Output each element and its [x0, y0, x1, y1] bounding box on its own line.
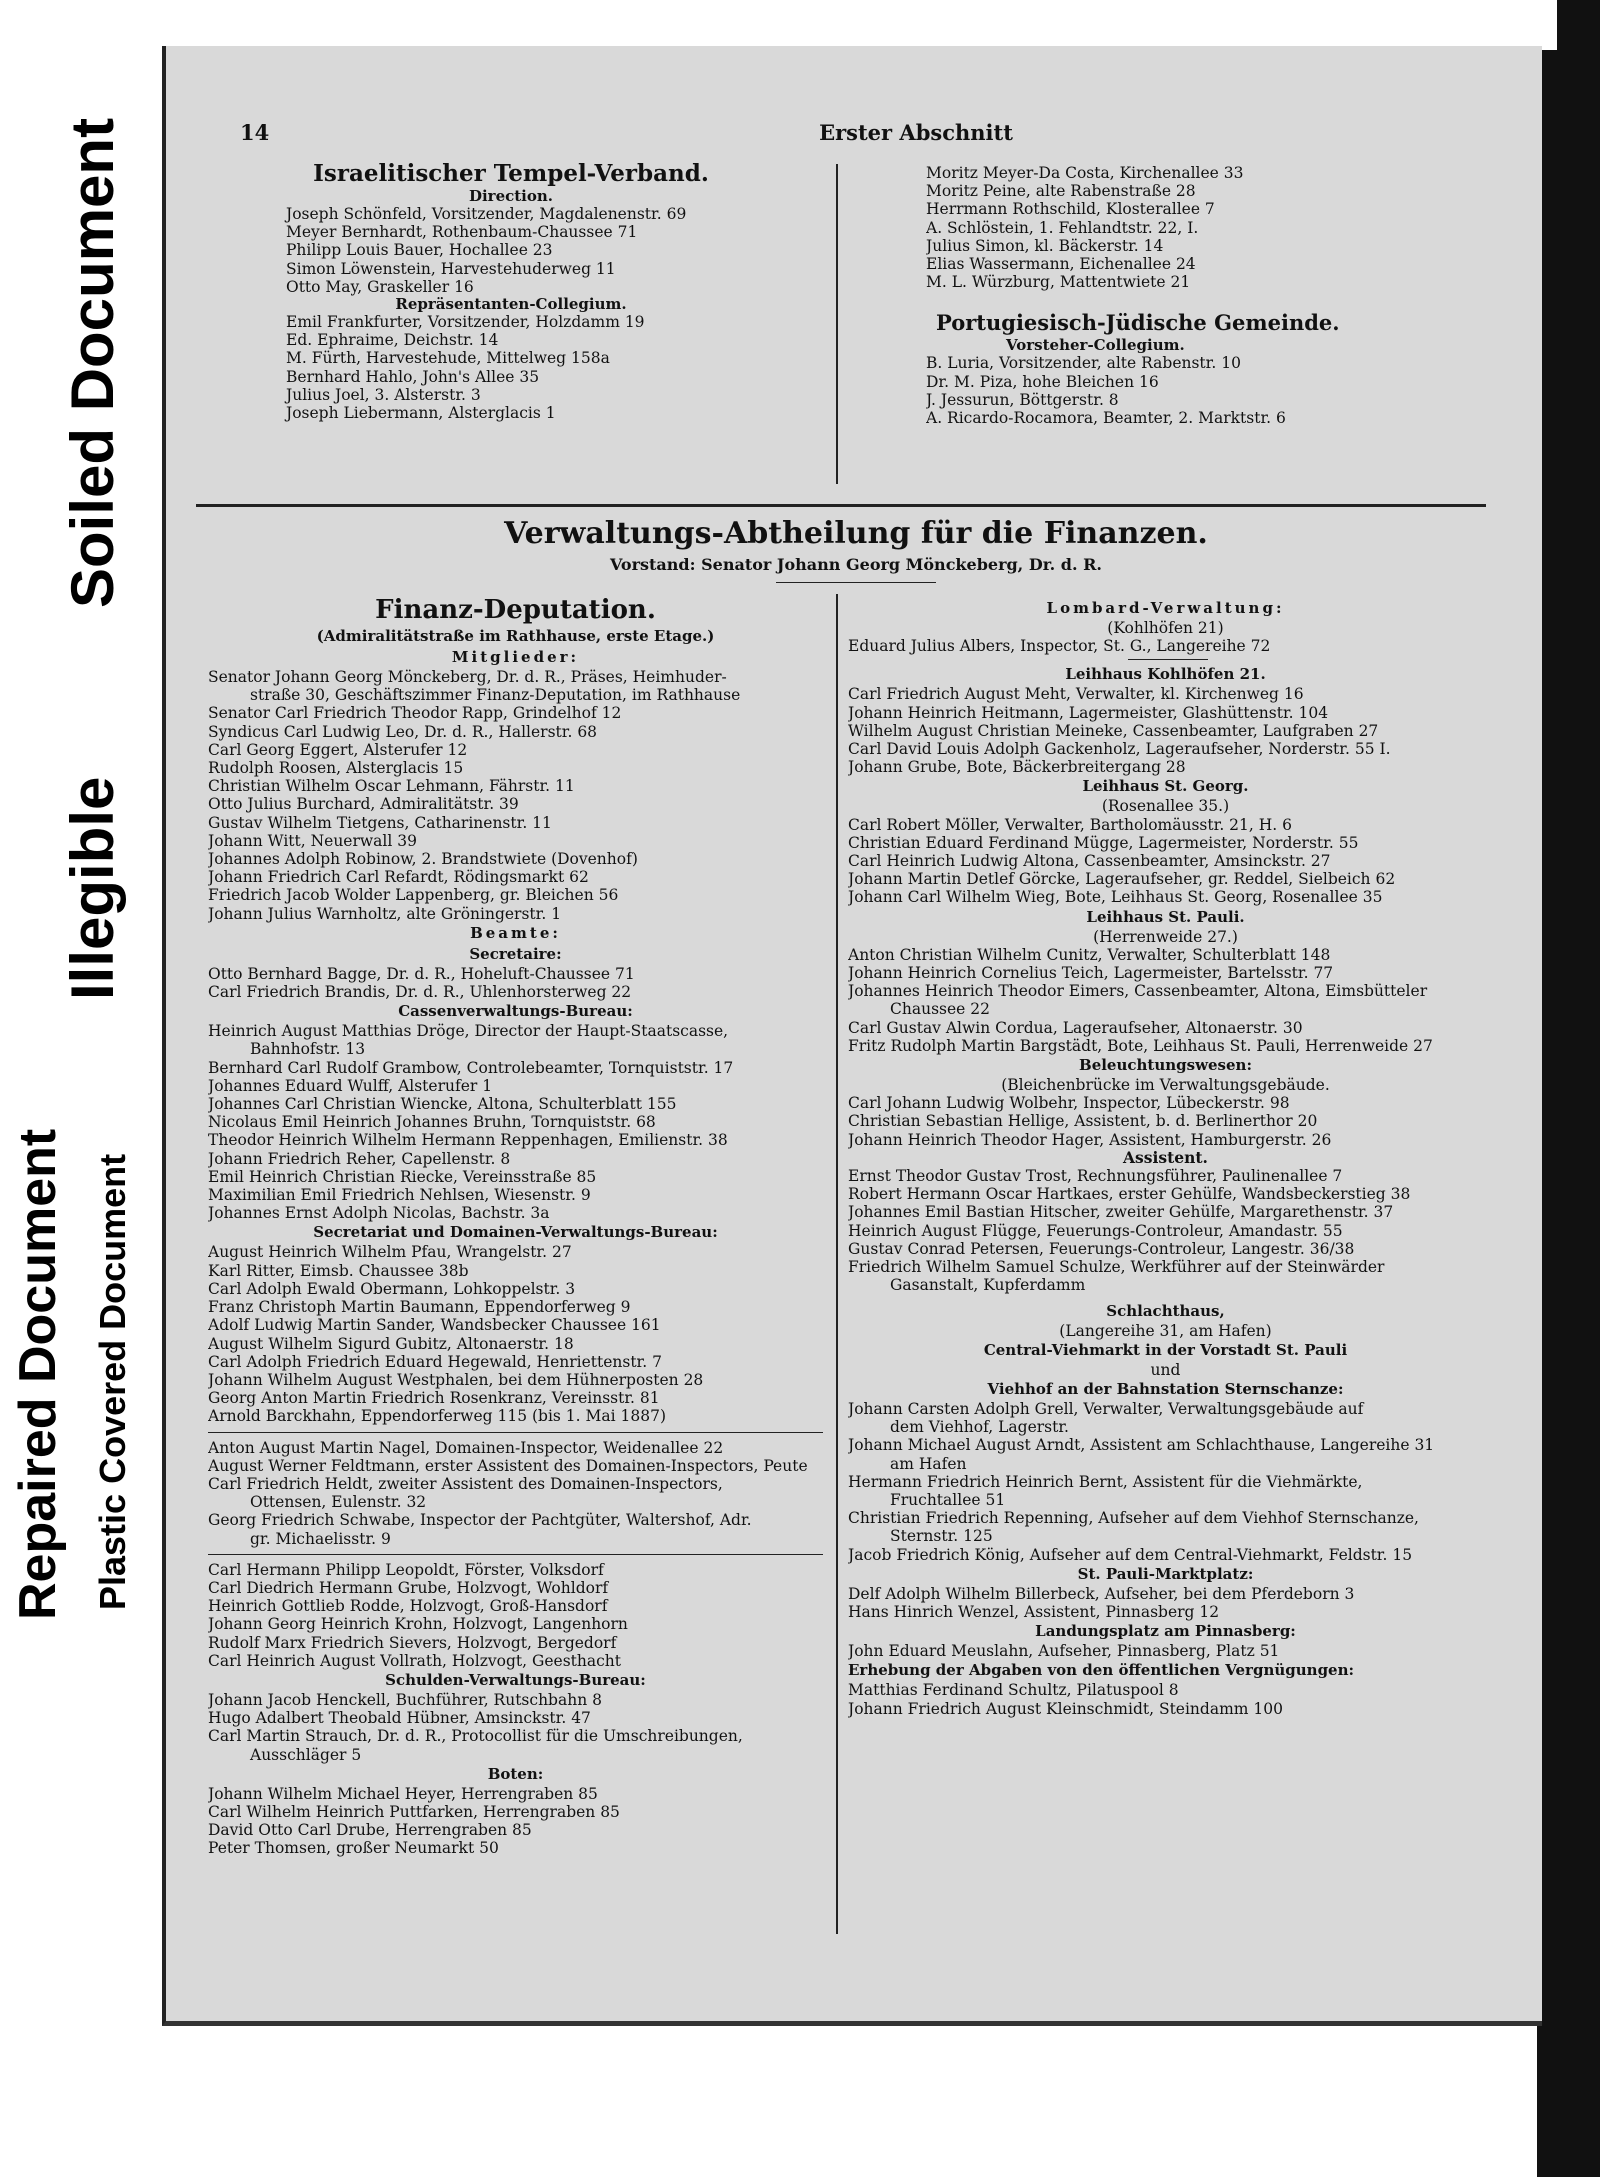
entry-line: Johannes Ernst Adolph Nicolas, Bachstr. 3a — [208, 1204, 550, 1223]
entry-line: Arnold Barckhahn, Eppendorferweg 115 (bis 1. Mai 1887) — [208, 1407, 666, 1426]
beleuchtung-list — [848, 1094, 1483, 1149]
entry-line: straße 30, Geschäftszimmer Finanz-Deputation, im Rathhause — [250, 686, 741, 705]
leihhaus-st-georg-heading: Leihhaus St. Georg. — [1082, 777, 1249, 796]
entry-line: Carl Heinrich Ludwig Altona, Cassenbeamter, Amsinckstr. 27 — [848, 852, 1331, 871]
entry-line: Ed. Ephraime, Deichstr. 14 — [286, 331, 499, 350]
entry-line: Christian Eduard Ferdinand Mügge, Lagermeister, Norderstr. 55 — [848, 833, 1359, 852]
landungsplatz-list — [848, 1642, 1483, 1660]
entry-line: Carl Robert Möller, Verwalter, Bartholomäusstr. 21, H. 6 — [848, 815, 1292, 834]
entry-line: Theodor Heinrich Wilhelm Hermann Reppenhagen, Emilienstr. 38 — [208, 1131, 728, 1150]
entry-line: Johann Carsten Adolph Grell, Verwalter, Verwaltungsgebäude auf — [848, 1399, 1364, 1418]
entry-line: gr. Michaelisstr. 9 — [250, 1529, 391, 1548]
forst-separator — [208, 1554, 823, 1555]
entry-line: Johann Michael August Arndt, Assistent am Schlachthause, Langereihe 31 — [848, 1436, 1435, 1455]
entry-line: John Eduard Meuslahn, Aufseher, Pinnasberg, Platz 51 — [848, 1642, 1280, 1661]
entry-line: Christian Sebastian Hellige, Assistent, b. d. Berlinerthor 20 — [848, 1112, 1318, 1131]
entry-line: Johann Georg Heinrich Krohn, Holzvogt, Langenhorn — [208, 1615, 628, 1634]
entry-line: Syndicus Carl Ludwig Leo, Dr. d. R., Hallerstr. 68 — [208, 722, 598, 741]
entry-line: Bahnhofstr. 13 — [250, 1040, 366, 1059]
entry-line: Georg Friedrich Schwabe, Inspector der Pachtgüter, Waltershof, Adr. — [208, 1511, 752, 1530]
entry-line: Johann Julius Warnholtz, alte Gröningerstr. 1 — [208, 904, 562, 923]
entry-line: Johann Friedrich August Kleinschmidt, Steindamm 100 — [848, 1699, 1283, 1718]
entry-line: Johann Witt, Neuerwall 39 — [208, 831, 417, 850]
entry-line: Johann Heinrich Cornelius Teich, Lagermeister, Bartelsstr. 77 — [848, 964, 1334, 983]
entry-line: Rudolf Marx Friedrich Sievers, Holzvogt, Bergedorf — [208, 1633, 617, 1652]
entry-line: Philipp Louis Bauer, Hochallee 23 — [286, 241, 553, 260]
entry-line: Carl Martin Strauch, Dr. d. R., Protocollist für die Umschreibungen, — [208, 1727, 743, 1746]
entry-line: Otto Bernhard Bagge, Dr. d. R., Hoheluft-Chaussee 71 — [208, 964, 635, 983]
entry-line: Christian Friedrich Repenning, Aufseher auf dem Viehhof Sternschanze, — [848, 1509, 1419, 1528]
domainen2-list — [208, 1439, 823, 1548]
entry-line: J. Jessurun, Böttgerstr. 8 — [926, 390, 1119, 409]
domainen-list — [208, 1243, 823, 1425]
entry-line: Carl Friedrich Brandis, Dr. d. R., Uhlenhorsterweg 22 — [208, 983, 632, 1002]
entry-line: A. Ricardo-Rocamora, Beamter, 2. Marktstr. 6 — [926, 409, 1286, 428]
entry-line: Moritz Meyer-Da Costa, Kirchenallee 33 — [926, 164, 1244, 182]
entry-line: Matthias Ferdinand Schultz, Pilatuspool 8 — [848, 1681, 1179, 1700]
lombard-address: (Kohlhöfen 21) — [1107, 619, 1224, 637]
entry-line: Adolf Ludwig Martin Sander, Wandsbecker Chaussee 161 — [208, 1316, 661, 1335]
entry-line: Fruchtallee 51 — [890, 1490, 1006, 1509]
entry-line: Julius Joel, 3. Alsterstr. 3 — [286, 385, 481, 404]
entry-line: Ottensen, Eulenstr. 32 — [250, 1493, 427, 1512]
entry-line: A. Schlöstein, 1. Fehlandtstr. 22, I. — [926, 218, 1199, 237]
entry-line: M. Fürth, Harvestehude, Mittelweg 158a — [286, 349, 610, 368]
entry-line: Carl Georg Eggert, Alsterufer 12 — [208, 740, 468, 759]
left-column — [208, 594, 823, 1858]
finanz-deputation-title: Finanz-Deputation. — [375, 595, 656, 625]
entry-line: Carl Diedrich Hermann Grube, Holzvogt, Wohldorf — [208, 1578, 609, 1597]
entry-line: Johannes Carl Christian Wiencke, Altona, Schulterblatt 155 — [208, 1095, 677, 1114]
entry-line: Anton August Martin Nagel, Domainen-Inspector, Weidenallee 22 — [208, 1438, 724, 1457]
entry-line: August Wilhelm Sigurd Gubitz, Altonaerstr. 18 — [208, 1334, 574, 1353]
tempel-collegium-continued — [926, 164, 1526, 427]
entry-line: Johann Wilhelm Michael Heyer, Herrengraben 85 — [208, 1784, 598, 1803]
entry-line: Hans Hinrich Wenzel, Assistent, Pinnasberg 12 — [848, 1602, 1220, 1621]
viehhof-heading: Viehhof an der Bahnstation Sternschanze: — [987, 1379, 1344, 1398]
domainen-heading: Secretariat und Domainen-Verwaltungs-Bureau: — [313, 1223, 718, 1242]
tempel-direction-list — [206, 205, 816, 296]
marktplatz-list — [848, 1585, 1483, 1621]
entry-line: Heinrich Gottlieb Rodde, Holzvogt, Groß-Hansdorf — [208, 1597, 608, 1616]
entry-line: Johann Jacob Henckell, Buchführer, Rutschbahn 8 — [208, 1690, 602, 1709]
viehhof-list — [848, 1400, 1483, 1564]
entry-line: Heinrich August Flügge, Feuerungs-Controleur, Amandastr. 55 — [848, 1221, 1343, 1240]
leihhaus-kohlhoefen-heading: Leihhaus Kohlhöfen 21. — [1065, 665, 1266, 684]
entry-line: Otto May, Graskeller 16 — [286, 277, 474, 296]
domainen-separator — [208, 1432, 823, 1433]
entry-line: Sternstr. 125 — [890, 1527, 993, 1546]
entry-line: August Werner Feldtmann, erster Assistent des Domainen-Inspectors, Peute — [208, 1456, 808, 1475]
entry-line: Johann Friedrich Reher, Capellenstr. 8 — [208, 1149, 511, 1168]
entry-line: Johannes Eduard Wulff, Alsterufer 1 — [208, 1076, 493, 1095]
entry-line: Ausschläger 5 — [250, 1745, 362, 1764]
entry-line: Johann Wilhelm August Westphalen, bei dem Hühnerposten 28 — [208, 1370, 704, 1389]
entry-line: Johannes Emil Bastian Hitscher, zweiter Gehülfe, Margarethenstr. 37 — [848, 1203, 1394, 1222]
entry-line: dem Viehhof, Lagerstr. — [890, 1418, 1069, 1437]
marktplatz-heading: St. Pauli-Marktplatz: — [1077, 1564, 1254, 1583]
entry-line: Carl Adolph Ewald Obermann, Lohkoppelstr. 3 — [208, 1279, 576, 1298]
entry-line: Carl Hermann Philipp Leopoldt, Förster, Volksdorf — [208, 1560, 604, 1579]
entry-line: B. Luria, Vorsitzender, alte Rabenstr. 10 — [926, 354, 1241, 373]
page-edge-notch — [1537, 0, 1557, 50]
leihhaus-st-georg-address: (Rosenallee 35.) — [1101, 797, 1230, 816]
tempel-direction-heading: Direction. — [468, 187, 554, 205]
cassen-heading: Cassenverwaltungs-Bureau: — [398, 1002, 633, 1021]
entry-line: Hermann Friedrich Heinrich Bernt, Assistent für die Viehmärkte, — [848, 1472, 1363, 1491]
tempel-section — [206, 160, 816, 422]
entry-line: Rudolph Roosen, Alsterglacis 15 — [208, 759, 464, 778]
assistent-list — [848, 1167, 1483, 1294]
entry-line: Carl Gustav Alwin Cordua, Lageraufseher, Altonaerstr. 30 — [848, 1018, 1303, 1037]
entry-line: Meyer Bernhardt, Rothenbaum-Chaussee 71 — [286, 223, 638, 242]
entry-line: Gustav Conrad Petersen, Feuerungs-Controleur, Langestr. 36/38 — [848, 1239, 1355, 1258]
running-head: Erster Abschnitt — [819, 120, 1013, 145]
leihhaus-st-pauli-address: (Herrenweide 27.) — [1093, 927, 1238, 946]
entry-line: Carl Adolph Friedrich Eduard Hegewald, Henriettenstr. 7 — [208, 1352, 662, 1371]
entry-line: David Otto Carl Drube, Herrengraben 85 — [208, 1821, 532, 1840]
entry-line: Joseph Schönfeld, Vorsitzender, Magdalenenstr. 69 — [286, 205, 687, 223]
assistent-heading: Assistent. — [1123, 1148, 1208, 1167]
entry-line: Elias Wassermann, Eichenallee 24 — [926, 255, 1196, 274]
cassen-list — [208, 1022, 823, 1222]
entry-line: Heinrich August Matthias Dröge, Director der Haupt-Staatscasse, — [208, 1022, 729, 1041]
entry-line: Anton Christian Wilhelm Cunitz, Verwalter, Schulterblatt 148 — [848, 945, 1331, 964]
main-column-divider — [836, 594, 838, 1934]
leihhaus-st-pauli-list — [848, 946, 1483, 1055]
abgaben-heading: Erhebung der Abgaben von den öffentlichen Vergnügungen: — [848, 1661, 1355, 1680]
entry-line: Friedrich Jacob Wolder Lappenberg, gr. Bleichen 56 — [208, 886, 619, 905]
entry-line: Carl David Louis Adolph Gackenholz, Lageraufseher, Norderstr. 55 I. — [848, 740, 1391, 759]
entry-line: Hugo Adalbert Theobald Hübner, Amsinckstr. 47 — [208, 1709, 591, 1728]
entry-line: Senator Johann Georg Mönckeberg, Dr. d. R., Präses, Heimhuder- — [208, 668, 727, 686]
beleuchtung-heading: Beleuchtungswesen: — [1079, 1056, 1252, 1075]
portugiesisch-heading: Vorsteher-Collegium. — [1006, 336, 1185, 355]
lombard-list — [848, 637, 1483, 655]
entry-line: Johann Friedrich Carl Refardt, Rödingsmarkt 62 — [208, 868, 589, 887]
entry-line: Johann Martin Detlef Görcke, Lageraufseher, gr. Reddel, Sielbeich 62 — [848, 870, 1396, 889]
entry-line: Emil Heinrich Christian Riecke, Vereinsstraße 85 — [208, 1167, 597, 1186]
entry-line: Nicolaus Emil Heinrich Johannes Bruhn, Tornquiststr. 68 — [208, 1113, 656, 1132]
entry-line: Senator Carl Friedrich Theodor Rapp, Grindelhof 12 — [208, 704, 622, 723]
entry-line: Gustav Wilhelm Tietgens, Catharinenstr. 11 — [208, 813, 552, 832]
illegible-label: Illegible — [59, 776, 126, 1000]
vorstand-line: Vorstand: Senator Johann Georg Mönckeberg, Dr. d. R. — [609, 555, 1102, 574]
entry-line: Maximilian Emil Friedrich Nehlsen, Wiesenstr. 9 — [208, 1186, 591, 1205]
forst-list — [208, 1561, 823, 1670]
entry-line: Johann Heinrich Heitmann, Lagermeister, Glashüttenstr. 104 — [848, 703, 1329, 722]
entry-line: Christian Wilhelm Oscar Lehmann, Fährstr. 11 — [208, 777, 575, 796]
entry-line: Wilhelm August Christian Meineke, Cassenbeamter, Laufgraben 27 — [848, 721, 1379, 740]
schulden-list — [208, 1691, 823, 1764]
tempel-collegium-list — [206, 313, 816, 422]
finanz-deputation-subtitle: (Admiralitätstraße im Rathhause, erste Etage.) — [316, 627, 715, 645]
lombard-underline — [1128, 659, 1208, 660]
secretaire-heading: Secretaire: — [469, 944, 562, 963]
entry-line: Carl Heinrich August Vollrath, Holzvogt, Geesthacht — [208, 1651, 621, 1670]
entry-line: Friedrich Wilhelm Samuel Schulze, Werkführer auf der Steinwärder — [848, 1258, 1385, 1277]
entry-line: August Heinrich Wilhelm Pfau, Wrangelstr. 27 — [208, 1243, 572, 1262]
entry-line: Carl Wilhelm Heinrich Puttfarken, Herrengraben 85 — [208, 1802, 620, 1821]
entry-line: Bernhard Carl Rudolf Grambow, Controlebeamter, Tornquiststr. 17 — [208, 1058, 734, 1077]
entry-line: Karl Ritter, Eimsb. Chaussee 38b — [208, 1261, 469, 1280]
entry-line: Joseph Liebermann, Alsterglacis 1 — [286, 404, 556, 423]
boten-heading: Boten: — [487, 1764, 544, 1783]
main-section-rule — [196, 504, 1486, 507]
beamte-heading: Beamte: — [470, 923, 561, 942]
entry-line: am Hafen — [890, 1454, 967, 1473]
entry-line: Eduard Julius Albers, Inspector, St. G., Langereihe 72 — [848, 637, 1271, 656]
portugiesisch-list — [926, 354, 1526, 427]
und-text: und — [1150, 1360, 1181, 1379]
entry-line: Otto Julius Burchard, Admiralitätstr. 39 — [208, 795, 519, 814]
entry-line: Johann Heinrich Theodor Hager, Assistent, Hamburgerstr. 26 — [848, 1130, 1332, 1149]
right-column — [848, 598, 1483, 1718]
scanned-page — [162, 46, 1542, 2026]
entry-line: Carl Johann Ludwig Wolbehr, Inspector, Lübeckerstr. 98 — [848, 1094, 1290, 1113]
mitglieder-list — [208, 668, 823, 923]
leihhaus-kohlhoefen-list — [848, 685, 1483, 776]
schulden-heading: Schulden-Verwaltungs-Bureau: — [385, 1670, 646, 1689]
entry-line: Georg Anton Martin Friedrich Rosenkranz, Vereinsstr. 81 — [208, 1389, 660, 1408]
schlachthaus-address: (Langereihe 31, am Hafen) — [1059, 1321, 1272, 1340]
repaired-document-label: Repaired Document — [9, 1128, 67, 1620]
entry-line: Robert Hermann Oscar Hartkaes, erster Gehülfe, Wandsbeckerstieg 38 — [848, 1185, 1411, 1204]
page-edge-shadow — [1537, 0, 1600, 2177]
entry-line: Julius Simon, kl. Bäckerstr. 14 — [926, 236, 1164, 255]
leihhaus-st-georg-list — [848, 816, 1483, 907]
entry-line: Chaussee 22 — [890, 1000, 990, 1019]
entry-line: Gasanstalt, Kupferdamm — [890, 1276, 1086, 1295]
entry-line: Delf Adolph Wilhelm Billerbeck, Aufseher, bei dem Pferdeborn 3 — [848, 1584, 1355, 1603]
central-viehmarkt-heading: Central-Viehmarkt in der Vorstadt St. Pauli — [983, 1340, 1348, 1359]
entry-line: Johannes Adolph Robinow, 2. Brandstwiete (Dovenhof) — [208, 850, 638, 869]
entry-line: Dr. M. Piza, hohe Bleichen 16 — [926, 372, 1159, 391]
entry-line: Carl Friedrich August Meht, Verwalter, kl. Kirchenweg 16 — [848, 685, 1304, 704]
schlachthaus-heading: Schlachthaus, — [1106, 1301, 1225, 1320]
secretaire-list — [208, 965, 823, 1001]
boten-list — [208, 1785, 823, 1858]
beleuchtung-address: (Bleichenbrücke im Verwaltungsgebäude. — [1001, 1076, 1330, 1095]
entry-line: M. L. Würzburg, Mattentwiete 21 — [926, 273, 1191, 292]
entry-line: Franz Christoph Martin Baumann, Eppendorferweg 9 — [208, 1298, 631, 1317]
entry-line: Ernst Theodor Gustav Trost, Rechnungsführer, Paulinenallee 7 — [848, 1167, 1343, 1186]
mitglieder-heading: Mitglieder: — [451, 648, 580, 666]
portugiesisch-title: Portugiesisch-Jüdische Gemeinde. — [936, 310, 1340, 336]
abgaben-list — [848, 1681, 1483, 1717]
leihhaus-st-pauli-heading: Leihhaus St. Pauli. — [1086, 907, 1245, 926]
plastic-covered-document-label: Plastic Covered Document — [92, 1153, 133, 1610]
entry-line: Jacob Friedrich König, Aufseher auf dem Central-Viehmarkt, Feldstr. 15 — [848, 1545, 1413, 1564]
entry-line: Johann Carl Wilhelm Wieg, Bote, Leihhaus St. Georg, Rosenallee 35 — [848, 888, 1383, 907]
entry-line: Bernhard Hahlo, John's Allee 35 — [286, 367, 540, 386]
soiled-document-label: Soiled Document — [59, 117, 126, 608]
landungsplatz-heading: Landungsplatz am Pinnasberg: — [1035, 1622, 1296, 1641]
page-number: 14 — [240, 120, 270, 145]
entry-line: Simon Löwenstein, Harvestehuderweg 11 — [286, 259, 616, 278]
main-title: Verwaltungs-Abtheilung für die Finanzen. — [504, 516, 1208, 551]
entry-line: Carl Friedrich Heldt, zweiter Assistent des Domainen-Inspectors, — [208, 1474, 723, 1493]
lombard-heading: Lombard-Verwaltung: — [1046, 599, 1285, 617]
entry-line: Moritz Peine, alte Rabenstraße 28 — [926, 182, 1196, 201]
vorstand-underline — [776, 582, 936, 583]
tempel-collegium-heading: Repräsentanten-Collegium. — [395, 295, 627, 314]
entry-line: Fritz Rudolph Martin Bargstädt, Bote, Leihhaus St. Pauli, Herrenweide 27 — [848, 1036, 1433, 1055]
top-column-divider — [836, 164, 838, 484]
entry-line: Johannes Heinrich Theodor Eimers, Cassenbeamter, Altona, Eimsbütteler — [848, 982, 1428, 1001]
entry-line: Peter Thomsen, großer Neumarkt 50 — [208, 1839, 499, 1858]
entry-line: Emil Frankfurter, Vorsitzender, Holzdamm 19 — [286, 313, 645, 332]
entry-line: Johann Grube, Bote, Bäckerbreitergang 28 — [848, 758, 1186, 777]
tempel-title: Israelitischer Tempel-Verband. — [313, 160, 709, 187]
tempel-collegium-cont-list — [926, 164, 1526, 291]
entry-line: Herrmann Rothschild, Klosterallee 7 — [926, 200, 1215, 219]
